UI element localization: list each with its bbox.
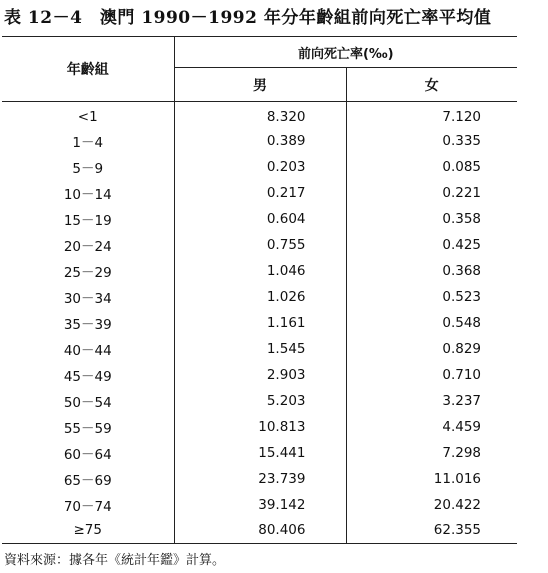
table-row: [2, 414, 517, 440]
age-cell: 10－14: [2, 180, 174, 206]
male-rate-cell: 0.217: [174, 180, 346, 206]
female-rate-cell: 0.425: [442, 236, 482, 253]
table-row: [2, 128, 517, 154]
female-rate-cell: 0.710: [442, 366, 482, 383]
mortality-table: [2, 36, 517, 544]
male-rate-cell: 0.604: [174, 206, 346, 232]
table-title: 表 12－4 澳門 1990－1992 年分年齡組前向死亡率平均值: [4, 8, 492, 28]
table-row: [2, 388, 517, 414]
female-rate-cell: 0.548: [442, 314, 482, 331]
age-cell: 55－59: [2, 414, 174, 440]
table-row: [2, 492, 517, 518]
table-row: [2, 102, 517, 128]
table-row: [2, 232, 517, 258]
age-cell: ≥75: [2, 518, 174, 544]
male-rate-cell: 80.406: [174, 518, 346, 544]
age-cell: <1: [2, 102, 174, 128]
table-row: [2, 362, 517, 388]
female-rate-cell: 62.355: [346, 518, 517, 544]
male-rate-cell: 0.755: [174, 232, 346, 258]
male-rate-cell: 39.142: [174, 492, 346, 518]
mortality-rate-header: 前向死亡率(‰): [174, 37, 517, 68]
age-cell: 20－24: [2, 232, 174, 258]
male-rate-cell: 2.903: [174, 362, 346, 388]
table-row: [2, 284, 517, 310]
table-row: [2, 466, 517, 492]
female-rate-cell: 4.459: [442, 418, 482, 435]
table-row: [2, 518, 517, 544]
male-rate-cell: 8.320: [174, 102, 346, 128]
female-rate-cell: 0.523: [442, 288, 482, 305]
male-rate-cell: 15.441: [174, 440, 346, 466]
age-cell: 1－4: [2, 128, 174, 154]
age-cell: 5－9: [2, 154, 174, 180]
female-rate-cell: 0.221: [442, 184, 482, 201]
table-row: [2, 258, 517, 284]
age-cell: 15－19: [2, 206, 174, 232]
male-rate-cell: 0.203: [174, 154, 346, 180]
source-note: 資料來源：據各年《統計年鑑》計算。: [4, 553, 226, 568]
female-rate-cell: 0.829: [442, 340, 482, 357]
female-rate-cell: 0.085: [442, 158, 482, 175]
age-group-header: 年齡組: [2, 37, 174, 102]
female-header: 女: [346, 68, 517, 102]
table-row: [2, 336, 517, 362]
age-cell: 35－39: [2, 310, 174, 336]
age-cell: 65－69: [2, 466, 174, 492]
male-rate-cell: 1.161: [174, 310, 346, 336]
female-rate-cell: 0.358: [442, 210, 482, 227]
age-cell: 40－44: [2, 336, 174, 362]
age-cell: 25－29: [2, 258, 174, 284]
age-cell: 30－34: [2, 284, 174, 310]
female-rate-cell: 0.335: [442, 132, 482, 149]
male-rate-cell: 10.813: [174, 414, 346, 440]
table-row: [2, 180, 517, 206]
male-rate-cell: 5.203: [174, 388, 346, 414]
male-header: 男: [174, 68, 346, 102]
female-rate-cell: 0.368: [442, 262, 482, 279]
female-rate-cell: 11.016: [433, 470, 482, 487]
male-rate-cell: 23.739: [174, 466, 346, 492]
age-cell: 70－74: [2, 492, 174, 518]
age-cell: 60－64: [2, 440, 174, 466]
table-row: [2, 440, 517, 466]
table-row: [2, 206, 517, 232]
age-cell: 45－49: [2, 362, 174, 388]
female-rate-cell: 20.422: [433, 496, 482, 513]
age-cell: 50－54: [2, 388, 174, 414]
table-row: [2, 154, 517, 180]
male-rate-cell: 0.389: [174, 128, 346, 154]
female-rate-cell: 7.298: [442, 444, 482, 461]
table-row: [2, 310, 517, 336]
male-rate-cell: 1.046: [174, 258, 346, 284]
male-rate-cell: 1.026: [174, 284, 346, 310]
female-rate-cell: 3.237: [442, 392, 482, 409]
female-rate-cell: 7.120: [442, 108, 482, 125]
male-rate-cell: 1.545: [174, 336, 346, 362]
